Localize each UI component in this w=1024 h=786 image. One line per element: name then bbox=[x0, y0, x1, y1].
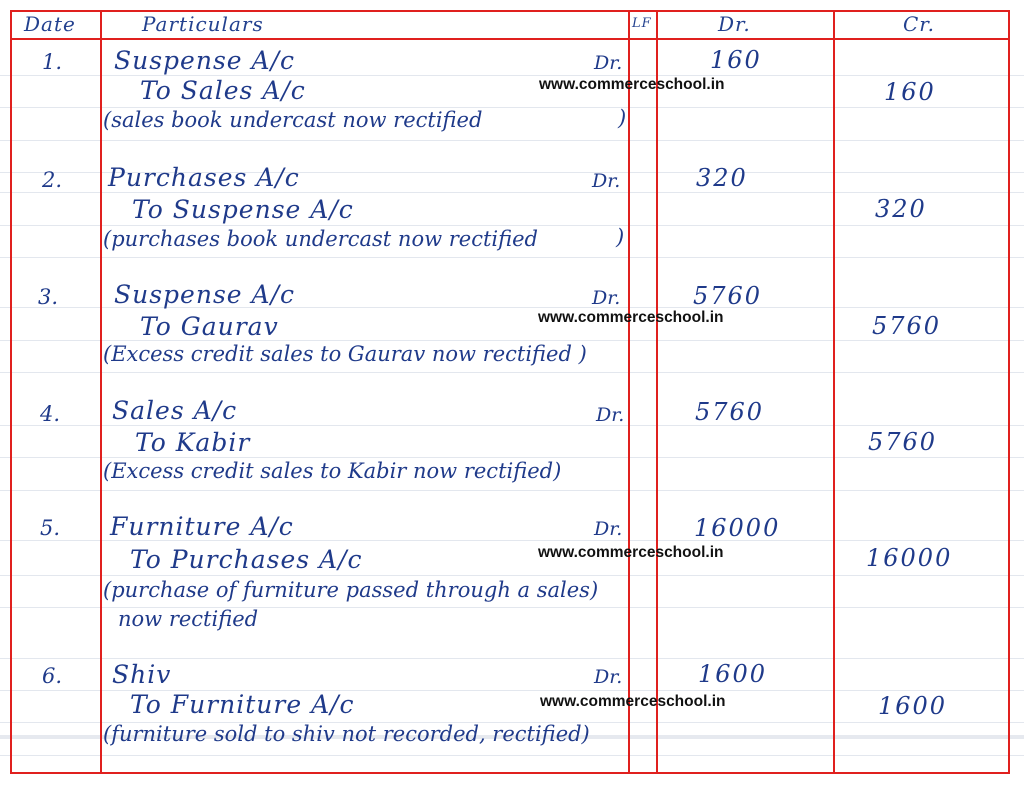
debit-account: Purchases A/c bbox=[108, 163, 300, 192]
narration: (purchase of furniture passed through a sales) bbox=[103, 578, 599, 602]
entry-serial: 6. bbox=[42, 664, 63, 688]
dr-tag: Dr. bbox=[596, 404, 625, 426]
grid-col-particulars bbox=[100, 10, 102, 774]
dr-amount: 5760 bbox=[695, 398, 765, 426]
debit-account: Shiv bbox=[112, 660, 172, 689]
cr-amount: 160 bbox=[884, 78, 936, 106]
watermark-text: www.commerceschool.in bbox=[538, 544, 724, 561]
header-lf: LF bbox=[632, 16, 652, 31]
cr-amount: 5760 bbox=[872, 312, 942, 340]
credit-account: To Gaurav bbox=[140, 312, 279, 341]
dr-amount: 5760 bbox=[693, 282, 763, 310]
narration-close: ) bbox=[618, 106, 627, 130]
debit-account: Sales A/c bbox=[112, 396, 238, 425]
dr-amount: 16000 bbox=[694, 514, 781, 542]
dr-tag: Dr. bbox=[594, 666, 623, 688]
entry-serial: 5. bbox=[40, 516, 61, 540]
narration-line-2: now rectified bbox=[118, 607, 259, 631]
cr-amount: 1600 bbox=[878, 692, 948, 720]
grid-col-right bbox=[1008, 10, 1010, 774]
watermark-text: www.commerceschool.in bbox=[540, 693, 726, 710]
cr-amount: 320 bbox=[875, 195, 927, 223]
cr-amount: 16000 bbox=[866, 544, 953, 572]
header-date: Date bbox=[24, 12, 76, 36]
entry-serial: 3. bbox=[38, 285, 59, 309]
debit-account: Suspense A/c bbox=[114, 280, 296, 309]
entry-serial: 1. bbox=[42, 50, 63, 74]
narration: (sales book undercast now rectified bbox=[103, 108, 483, 132]
narration: (purchases book undercast now rectified bbox=[103, 227, 539, 251]
watermark-text: www.commerceschool.in bbox=[538, 309, 724, 326]
header-cr: Cr. bbox=[903, 12, 936, 36]
grid-col-cr bbox=[833, 10, 835, 774]
grid-col-left bbox=[10, 10, 12, 774]
dr-amount: 160 bbox=[710, 46, 762, 74]
entry-serial: 2. bbox=[42, 168, 63, 192]
cr-amount: 5760 bbox=[868, 428, 938, 456]
debit-account: Suspense A/c bbox=[114, 46, 296, 75]
dr-amount: 1600 bbox=[698, 660, 768, 688]
dr-tag: Dr. bbox=[592, 170, 621, 192]
narration: (furniture sold to shiv not recorded, rectified) bbox=[103, 722, 590, 746]
dr-amount: 320 bbox=[696, 164, 748, 192]
narration-close: ) bbox=[616, 225, 625, 249]
header-dr: Dr. bbox=[718, 12, 751, 36]
watermark-text: www.commerceschool.in bbox=[539, 76, 725, 93]
grid-bottom-line bbox=[10, 772, 1010, 774]
credit-account: To Purchases A/c bbox=[130, 545, 363, 574]
debit-account: Furniture A/c bbox=[110, 512, 294, 541]
credit-account: To Kabir bbox=[135, 428, 251, 457]
narration: (Excess credit sales to Kabir now rectified) bbox=[103, 459, 562, 483]
grid-col-lf bbox=[628, 10, 630, 774]
narration: (Excess credit sales to Gaurav now rectified ) bbox=[103, 342, 587, 366]
entry-serial: 4. bbox=[40, 402, 61, 426]
grid-col-dr bbox=[656, 10, 658, 774]
dr-tag: Dr. bbox=[594, 52, 623, 74]
credit-account: To Suspense A/c bbox=[132, 195, 354, 224]
credit-account: To Sales A/c bbox=[140, 76, 306, 105]
header-particulars: Particulars bbox=[142, 12, 264, 36]
dr-tag: Dr. bbox=[592, 287, 621, 309]
dr-tag: Dr. bbox=[594, 518, 623, 540]
credit-account: To Furniture A/c bbox=[130, 690, 355, 719]
grid-header-line bbox=[10, 38, 1010, 40]
